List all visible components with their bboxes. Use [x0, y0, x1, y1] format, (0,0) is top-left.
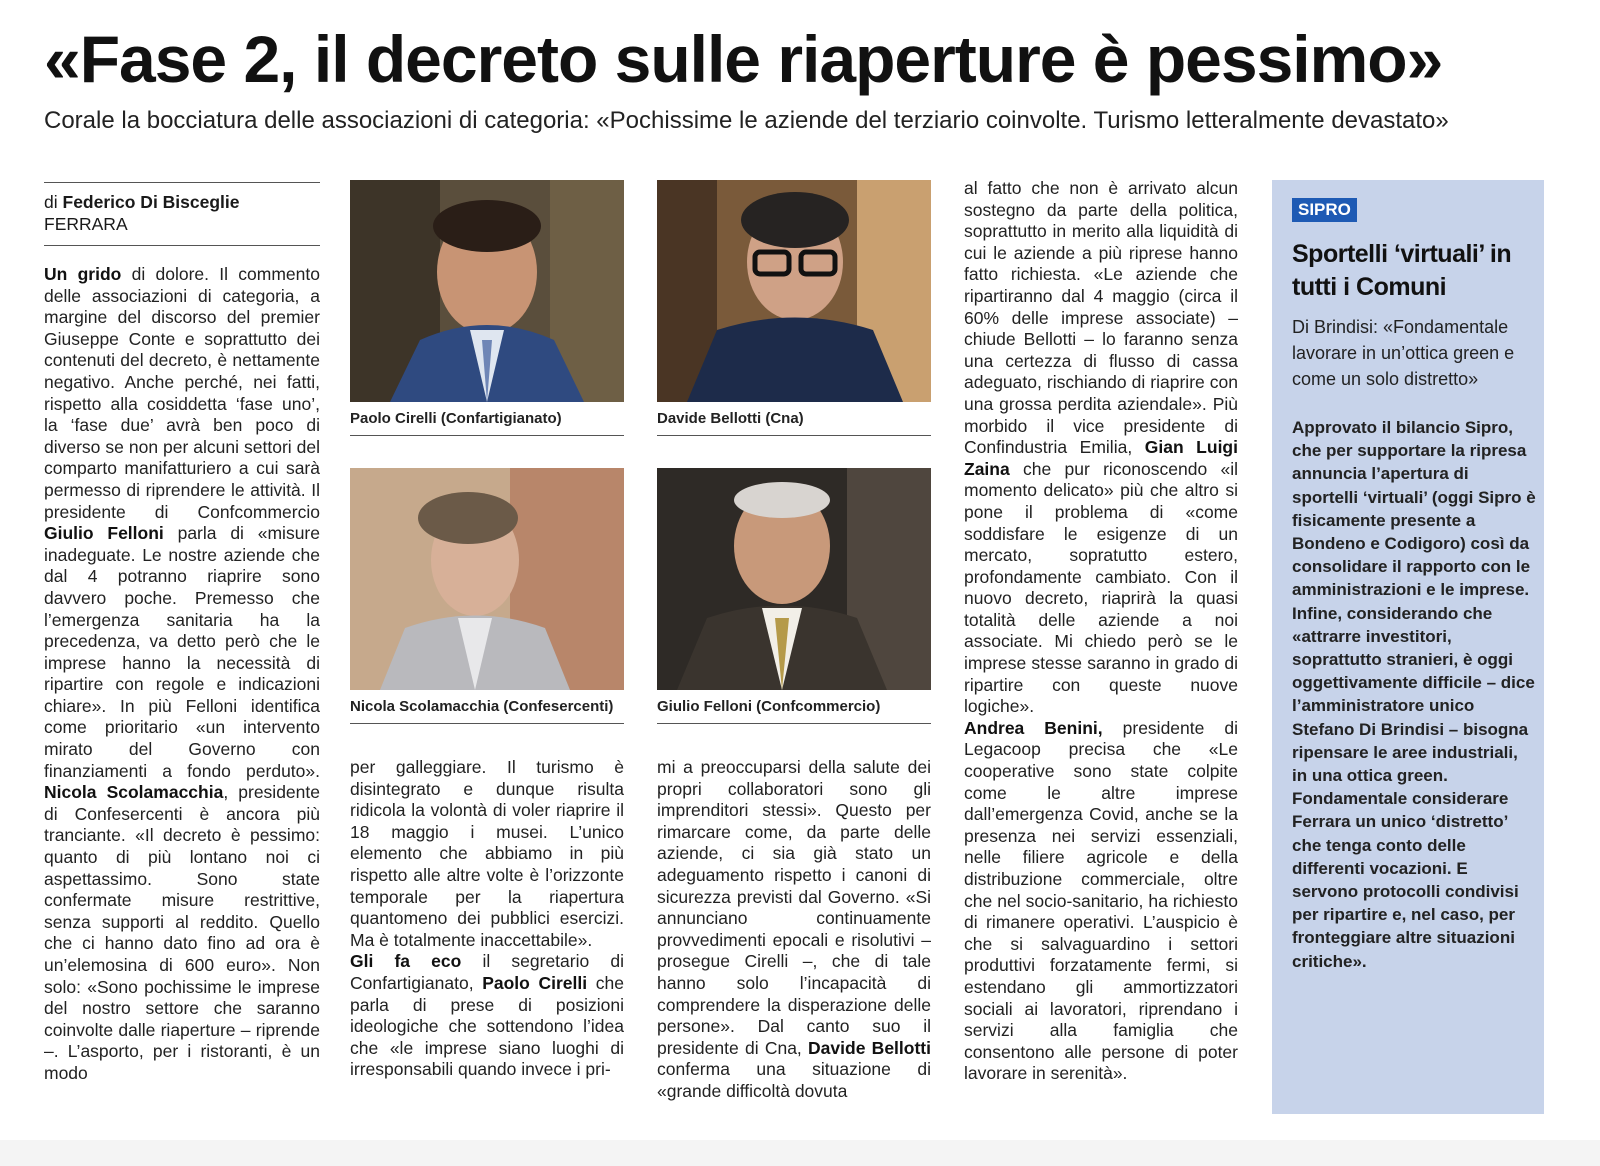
- photo-paolo-cirelli: [350, 180, 624, 402]
- body-text: , presidente di Confesercenti è ancora più tranciante. «Il decreto è pessimo: quanto di più lontano noi ci aspettassimo. Sono state confermate misure restrittive, senza supporti al reddito. Quello che ci hanno dato fino ad ora è un’elemosina di 600 euro». Non solo: «Sono pochissime le imprese del nostro settore che saranno coinvolte dalle riaperture – riprende –. L’asporto, per i ristoranti, è un modo: [44, 782, 320, 1083]
- person-name: Giulio Felloni: [44, 523, 164, 544]
- headline: «Fase 2, il decreto sulle riaperture è pessimo»: [44, 22, 1443, 96]
- author-name: Federico Di Bisceglie: [62, 192, 240, 212]
- sidebar-subtitle: Di Brindisi: «Fondamentale lavorare in un’ottica green e come un solo distretto»: [1292, 317, 1515, 389]
- sidebar-tag: SIPRO: [1292, 198, 1357, 222]
- photo-giulio-felloni: [657, 468, 931, 690]
- person-name: Paolo Cirelli: [482, 972, 588, 993]
- body-text: conferma una situazione di «grande difficoltà dovuta: [657, 1059, 931, 1101]
- photo-caption: Nicola Scolamacchia (Confesercenti): [350, 698, 624, 724]
- photo-nicola-scolamacchia: [350, 468, 624, 690]
- person-name: Nicola Scolamacchia: [44, 782, 224, 803]
- body-text: al fatto che non è arrivato alcun sostegno da parte della politica, soprattutto in merito alla liquidità di cui le aziende a più riprese hanno fatto richiesta. «Le aziende che ripartiranno dal 4 maggio (circa il 60% delle imprese associate) – chiude Bellotti – lo faranno senza una certezza di flusso di cassa adeguato, rischiando di riaprire con una grossa perdita aziendale». Più morbido il vice presidente di Confindustria Emilia,: [964, 178, 1238, 458]
- sidebar-body: Approvato il bilancio Sipro, che per supportare la ripresa annuncia l’apertura di sportelli ‘virtuali’ (oggi Sipro è fisicamente presente a Bondeno e Codigoro) così da consolidare il rapporto con le amministrazioni e le imprese. Infine, considerando che «attrarre investitori, soprattutto stranieri, è oggi oggettivamente difficile – dice l’amministratore unico Stefano Di Brindisi – bisogna ripensare le aree industriali, in una ottica green. Fondamentale considerare Ferrara un unico ‘distretto’ che tenga conto delle differenti vocazioni. E servono protocolli condivisi per ripartire e, nel caso, per fronteggiare altre situazioni critiche».: [1292, 418, 1536, 971]
- body-text: di dolore. Il commento delle associazioni di categoria, a margine del discorso del premier Giuseppe Conte e soprattutto dei contenuti del decreto, è nettamente negativo. Anche perché, nei fatti, rispetto alla cosiddetta ‘fase uno’, la ‘fase due’ avrà ben poco di diverso se non per alcuni settori del comparto manifatturiero a cui sarà permesso di riprendere le attività. Il presidente di Confcommercio: [44, 264, 320, 522]
- body-text: che parla di prese di posizioni ideologiche che sottendono l’idea che «le imprese siano luoghi di irresponsabili quando invece i pri-: [350, 972, 625, 1080]
- subheadline: Corale la bocciatura delle associazioni di categoria: «Pochissime le aziende del terziario coinvolte. Turismo letteralmente devastato»: [44, 107, 1449, 134]
- photo-davide-bellotti: [657, 180, 931, 402]
- column-2: [350, 757, 624, 1081]
- column-4: [964, 178, 1238, 1085]
- column-1: [44, 264, 320, 1085]
- person-name: Gian Luigi Zaina: [964, 437, 1238, 479]
- photo-caption: Davide Bellotti (Cna): [657, 410, 931, 436]
- body-text: mi a preoccuparsi della salute dei propri collaboratori sono gli imprenditori stessi». Questo per rimarcare come, da parte delle aziende, ci sia già stato un adeguamento rispetto i canoni di sicurezza previsti dal Governo. «Si annunciano continuamente provvedimenti epocali e risolutivi – prosegue Cirelli –, che di tale hanno solo l’incapacità di comprendere la disperazione delle persone». Dal canto suo il presidente di Cna,: [657, 757, 931, 1058]
- dateline-location: FERRARA: [44, 214, 128, 234]
- body-text: per galleggiare. Il turismo è disintegrato e dunque risulta ridicola la volontà di voler riaprire il 18 maggio i musei. L’unico elemento che abbiamo in più rispetto alle altre volte è l’orizzonte temporale per la riapertura quantomeno dei pubblici esercizi. Ma è totalmente inaccettabile».: [350, 757, 624, 950]
- photo-caption: Giulio Felloni (Confcommercio): [657, 698, 931, 724]
- body-text: parla di «misure inadeguate. Le nostre aziende che dal 4 potranno riaprire sono davvero poche. Premesso che l’emergenza sanitaria ha la precedenza, va detto però che le imprese hanno la necessità di ripartire con regole e indicazioni chiare». In più Felloni identifica come prioritario «un intervento mirato del Governo con finanziamenti a fondo perduto».: [44, 523, 320, 781]
- person-name: Davide Bellotti: [808, 1037, 931, 1058]
- body-text: presidente di Legacoop precisa che «Le cooperative sono state colpite come le altre imprese dall’emergenza Covid, anche se la presenza nei servizi essenziali, nelle filiere agricole e della distribuzione commerciale, oltre che nel socio-sanitario, ha richiesto di rimanere operativi. L’auspicio è che si salvaguardino i settori produttivi forzatamente fermi, si estendano gli ammortizzatori sociali ai lavoratori, riprendano i servizi alla famiglia che consentono alle persone di poter lavorare in serenità».: [964, 717, 1238, 1084]
- photo-caption: Paolo Cirelli (Confartigianato): [350, 410, 624, 436]
- person-name: Andrea Benini,: [964, 717, 1103, 738]
- sidebar-box: [1272, 180, 1544, 1114]
- body-text: il segretario di Confartigianato,: [350, 951, 624, 993]
- column-3: [657, 757, 931, 1103]
- lead-in-2: Gli fa eco: [350, 951, 462, 972]
- byline: [44, 182, 320, 246]
- page-bottom-strip: [0, 1140, 1600, 1166]
- byline-prefix: di: [44, 192, 58, 212]
- sidebar-title: Sportelli ‘virtuali’ in tutti i Comuni: [1292, 240, 1512, 301]
- lead-in-1: Un grido: [44, 264, 122, 284]
- body-text: che pur riconoscendo «il momento delicato» più che altro si pone il problema di «come soddisfare le esigenze di un mercato, sopratutto estero, profondamente cambiato. Con il nuovo decreto, riaprirà la quasi totalità delle aziende a noi associate. Mi chiedo però se le imprese stesse saranno in grado di ripartire con queste nuove logiche».: [964, 458, 1238, 717]
